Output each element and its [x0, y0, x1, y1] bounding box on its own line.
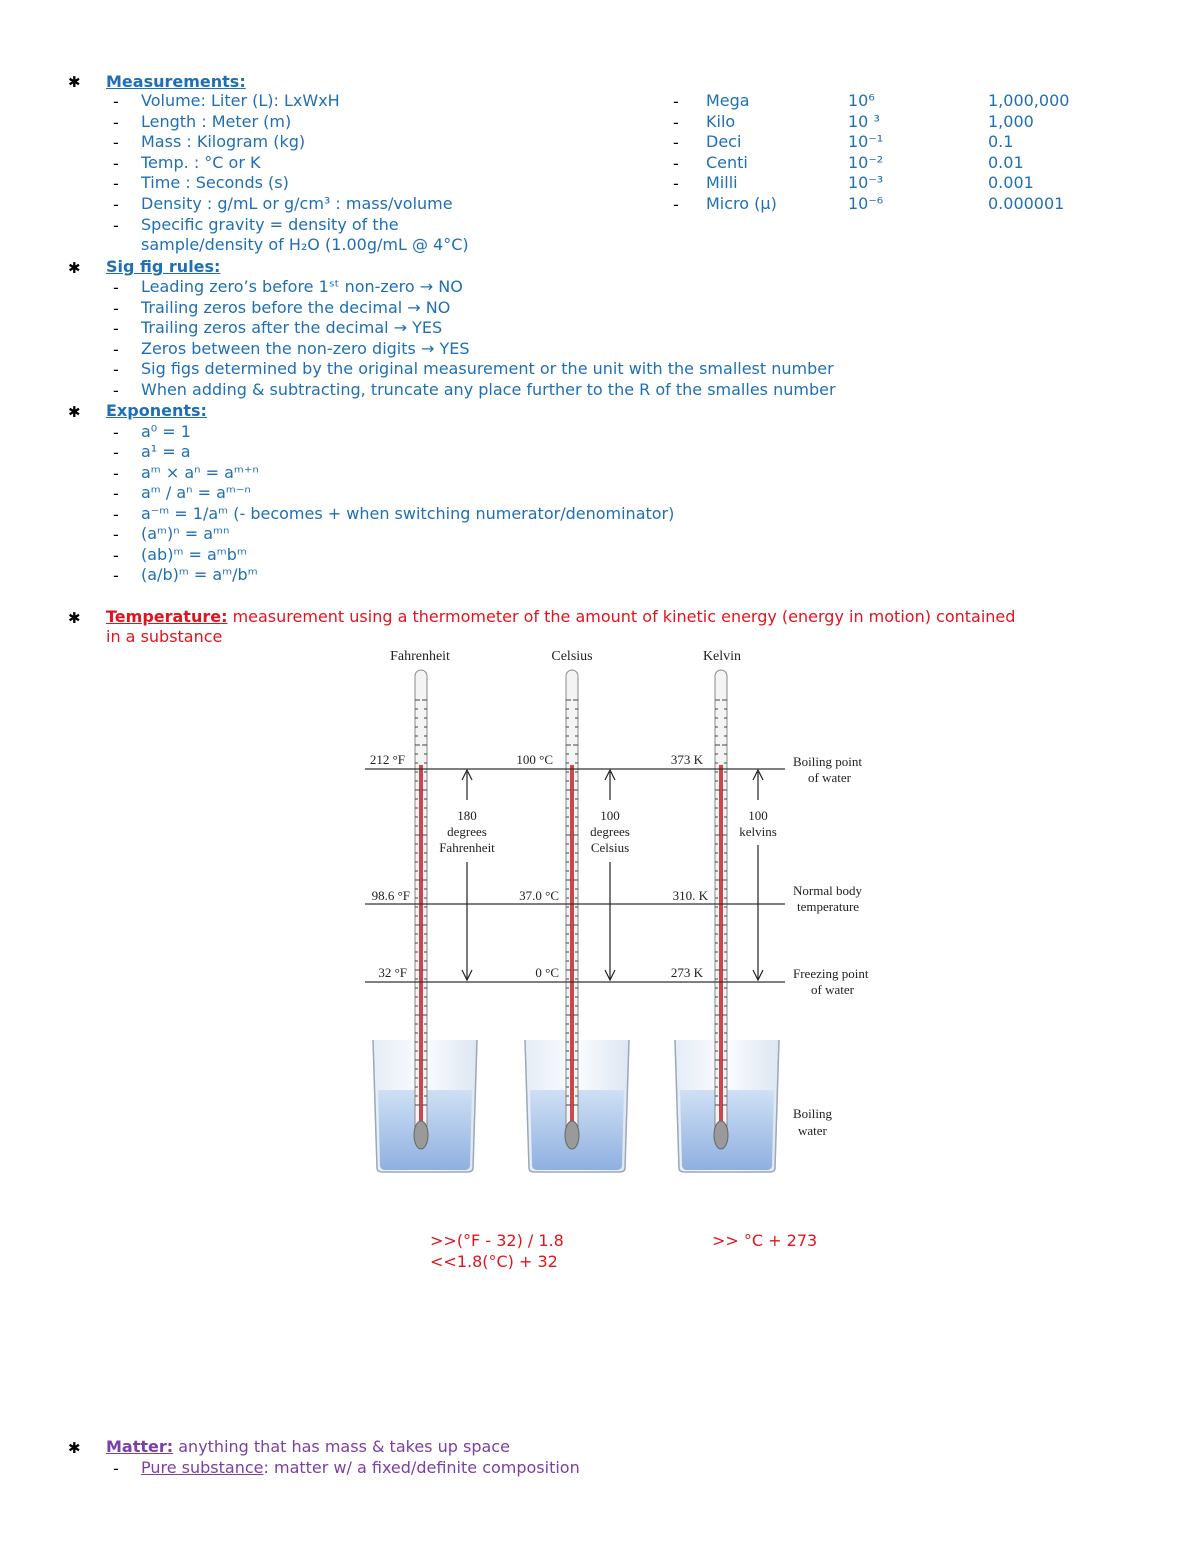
dash-icon: - [113, 92, 119, 111]
dash-icon: - [113, 340, 119, 359]
measurements-heading: Measurements: [106, 72, 246, 91]
dash-icon: - [113, 505, 119, 524]
prefix-name: Deci [706, 132, 742, 151]
c-span-label: 100 [600, 808, 620, 823]
c-boil-label: 100 °C [516, 752, 553, 767]
dash-icon: - [113, 154, 119, 173]
sigfig-item: Leading zero’s before 1ˢᵗ non-zero → NO [141, 277, 463, 296]
exponent-item: (a/b)ᵐ = aᵐ/bᵐ [141, 565, 258, 584]
c-span-label: degrees [590, 824, 630, 839]
prefix-power: 10⁻¹ [848, 132, 884, 151]
freezing-point-label: Freezing point [793, 966, 869, 981]
dash-icon: - [113, 278, 119, 297]
temperature-heading: Temperature: [106, 607, 228, 626]
boiling-water-label: Boiling [793, 1106, 833, 1121]
prefix-power: 10⁻⁶ [848, 194, 884, 213]
prefix-name: Mega [706, 91, 750, 110]
prefix-power: 10 ³ [848, 112, 880, 131]
dash-icon: - [113, 546, 119, 565]
thermometer-celsius [565, 670, 579, 1149]
formula-f-to-c: >>(°F - 32) / 1.8 [430, 1231, 564, 1250]
measurement-item: Temp. : °C or K [141, 153, 261, 172]
bullet-star-icon: ✱ [68, 1439, 81, 1457]
exponent-item: aᵐ / aⁿ = aᵐ⁻ⁿ [141, 483, 251, 502]
prefix-power: 10⁻² [848, 153, 884, 172]
dash-icon: - [113, 525, 119, 544]
dash-icon: - [113, 299, 119, 318]
f-span-label: 180 [457, 808, 477, 823]
dash-icon: - [113, 381, 119, 400]
prefix-value: 1,000,000 [988, 91, 1070, 110]
pure-substance-line [141, 1458, 580, 1478]
sigfig-item: When adding & subtracting, truncate any place further to the R of the smalles number [141, 380, 836, 399]
boiling-water-label: water [798, 1123, 827, 1138]
dash-icon: - [673, 92, 679, 111]
sigfig-item: Trailing zeros after the decimal → YES [141, 318, 443, 337]
dash-icon: - [113, 133, 119, 152]
bullet-star-icon: ✱ [68, 259, 81, 277]
freezing-point-label: of water [811, 982, 854, 997]
dash-icon: - [113, 443, 119, 462]
formula-c-to-k: >> °C + 273 [712, 1231, 818, 1250]
dash-icon: - [113, 484, 119, 503]
k-boil-label: 373 K [670, 752, 703, 767]
prefix-name: Centi [706, 153, 748, 172]
body-temp-label: temperature [797, 899, 860, 914]
kelvin-title: Kelvin [702, 649, 742, 664]
pure-substance-term: Pure substance [141, 1458, 264, 1477]
prefix-name: Milli [706, 173, 738, 192]
dash-icon: - [113, 464, 119, 483]
dash-icon: - [113, 319, 119, 338]
k-freeze-label: 273 K [670, 965, 703, 980]
dash-icon: - [673, 174, 679, 193]
c-freeze-label: 0 °C [535, 965, 559, 980]
f-boil-label: 212 °F [369, 752, 405, 767]
measurement-item: Time : Seconds (s) [141, 173, 289, 192]
measurement-item: Specific gravity = density of the [141, 215, 399, 234]
formula-c-to-f: <<1.8(°C) + 32 [430, 1252, 558, 1271]
matter-line [106, 1437, 510, 1457]
body-temp-label: Normal body [793, 883, 862, 898]
temperature-line-1 [106, 607, 1015, 627]
exponent-item: a⁻ᵐ = 1/aᵐ (- becomes + when switching numerator/denominator) [141, 504, 675, 523]
boiling-point-label: Boiling point [793, 754, 862, 769]
sigfig-item: Trailing zeros before the decimal → NO [141, 298, 451, 317]
c-span-label: Celsius [590, 840, 630, 855]
f-span-label: degrees [447, 824, 487, 839]
temperature-text-cont: in a substance [106, 627, 223, 646]
prefix-value: 0.001 [988, 173, 1034, 192]
thermometer-kelvin [714, 670, 728, 1149]
temperature-text: measurement using a thermometer of the amount of kinetic energy (energy in motion) contained [227, 607, 1016, 626]
measurement-item: sample/density of H₂O (1.00g/mL @ 4°C) [141, 235, 469, 254]
dash-icon: - [673, 195, 679, 214]
dash-icon: - [113, 216, 119, 235]
dash-icon: - [113, 360, 119, 379]
thermometer-fahrenheit [414, 670, 428, 1149]
f-span-label: Fahrenheit [439, 840, 495, 855]
f-freeze-label: 32 °F [378, 965, 407, 980]
bullet-star-icon: ✱ [68, 73, 81, 91]
dash-icon: - [673, 113, 679, 132]
fahrenheit-title: Fahrenheit [390, 649, 450, 664]
prefix-name: Micro (μ) [706, 194, 777, 213]
measurement-item: Mass : Kilogram (kg) [141, 132, 306, 151]
k-body-label: 310. K [672, 888, 708, 903]
celsius-title: Celsius [551, 649, 593, 664]
dash-icon: - [673, 154, 679, 173]
matter-text: anything that has mass & takes up space [173, 1437, 510, 1456]
exponent-item: a¹ = a [141, 442, 191, 461]
dash-icon: - [113, 113, 119, 132]
boiling-point-label: of water [808, 770, 851, 785]
prefix-power: 10⁶ [848, 91, 875, 110]
prefix-value: 1,000 [988, 112, 1034, 131]
exponent-item: aᵐ × aⁿ = aᵐ⁺ⁿ [141, 463, 259, 482]
sigfig-item: Zeros between the non-zero digits → YES [141, 339, 470, 358]
c-body-label: 37.0 °C [519, 888, 559, 903]
dash-icon: - [113, 195, 119, 214]
measurement-item: Length : Meter (m) [141, 112, 292, 131]
k-span-label: kelvins [739, 824, 777, 839]
k-span-label: 100 [748, 808, 768, 823]
measurement-item: Volume: Liter (L): LxWxH [141, 91, 340, 110]
prefix-power: 10⁻³ [848, 173, 884, 192]
thermometer-figure [355, 640, 895, 1180]
prefix-value: 0.01 [988, 153, 1024, 172]
dash-icon: - [673, 133, 679, 152]
exponent-item: (ab)ᵐ = aᵐbᵐ [141, 545, 247, 564]
prefix-name: Kilo [706, 112, 736, 131]
prefix-value: 0.000001 [988, 194, 1065, 213]
dash-icon: - [113, 566, 119, 585]
sigfig-heading: Sig fig rules: [106, 257, 221, 276]
matter-heading: Matter: [106, 1437, 174, 1456]
exponent-item: (aᵐ)ⁿ = aᵐⁿ [141, 524, 230, 543]
sigfig-item: Sig figs determined by the original measurement or the unit with the smallest number [141, 359, 834, 378]
prefix-value: 0.1 [988, 132, 1014, 151]
measurement-item: Density : g/mL or g/cm³ : mass/volume [141, 194, 453, 213]
f-body-label: 98.6 °F [371, 888, 410, 903]
exponents-heading: Exponents: [106, 401, 207, 420]
dash-icon: - [113, 1459, 119, 1478]
bullet-star-icon: ✱ [68, 609, 81, 627]
exponent-item: a⁰ = 1 [141, 422, 191, 441]
dash-icon: - [113, 174, 119, 193]
dash-icon: - [113, 423, 119, 442]
bullet-star-icon: ✱ [68, 403, 81, 421]
pure-substance-definition: : matter w/ a fixed/definite composition [263, 1458, 580, 1477]
